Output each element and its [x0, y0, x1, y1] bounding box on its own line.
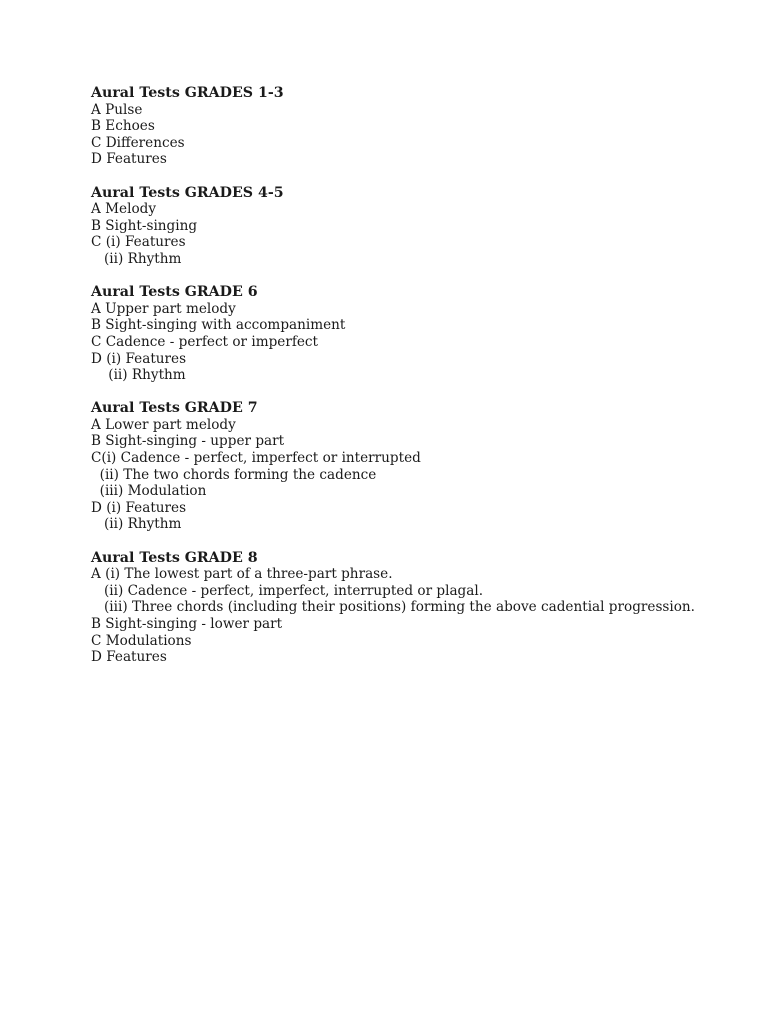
section-heading: Aural Tests GRADES 1-3: [91, 85, 284, 101]
list-item: C Cadence - perfect or imperfect: [91, 333, 318, 350]
list-item: (ii) Rhythm: [91, 367, 186, 384]
list-item: (ii) Rhythm: [91, 250, 182, 267]
section-grade-8: [91, 550, 711, 666]
list-item: D (i) Features: [91, 350, 187, 367]
section-grades-1-3: [91, 85, 711, 168]
list-item: D Features: [91, 649, 167, 666]
list-item: C Differences: [91, 134, 185, 151]
list-item: B Sight-singing with accompaniment: [91, 317, 346, 334]
section-grades-4-5: [91, 185, 711, 268]
list-item: C(i) Cadence - perfect, imperfect or interrupted: [91, 450, 421, 467]
list-item: A Lower part melody: [91, 416, 236, 433]
list-item: (iii) Modulation: [91, 483, 207, 500]
list-item: (iii) Three chords (including their positions) forming the above cadential progression.: [91, 599, 695, 616]
list-item: C Modulations: [91, 632, 192, 649]
list-item: (ii) Rhythm: [91, 516, 182, 533]
list-item: A Melody: [91, 201, 157, 218]
list-item: A (i) The lowest part of a three-part phrase.: [91, 566, 393, 583]
document-page: [91, 85, 711, 682]
section-grade-7: [91, 400, 711, 533]
list-item: B Sight-singing - lower part: [91, 616, 283, 632]
list-item: (ii) The two chords forming the cadence: [91, 466, 377, 483]
list-item: A Pulse: [91, 101, 143, 118]
list-item: B Echoes: [91, 118, 155, 135]
section-heading: Aural Tests GRADES 4-5: [91, 184, 284, 201]
list-item: D (i) Features: [91, 499, 187, 516]
list-item: B Sight-singing - upper part: [91, 433, 285, 450]
section-heading: Aural Tests GRADE 6: [91, 284, 258, 301]
list-item: C (i) Features: [91, 234, 186, 251]
list-item: (ii) Cadence - perfect, imperfect, interrupted or plagal.: [91, 582, 484, 599]
section-heading: Aural Tests GRADE 8: [91, 549, 258, 566]
section-heading: Aural Tests GRADE 7: [91, 400, 258, 417]
list-item: B Sight-singing: [91, 217, 198, 234]
list-item: A Upper part melody: [91, 300, 236, 317]
section-grade-6: [91, 284, 711, 384]
list-item: D Features: [91, 151, 167, 168]
